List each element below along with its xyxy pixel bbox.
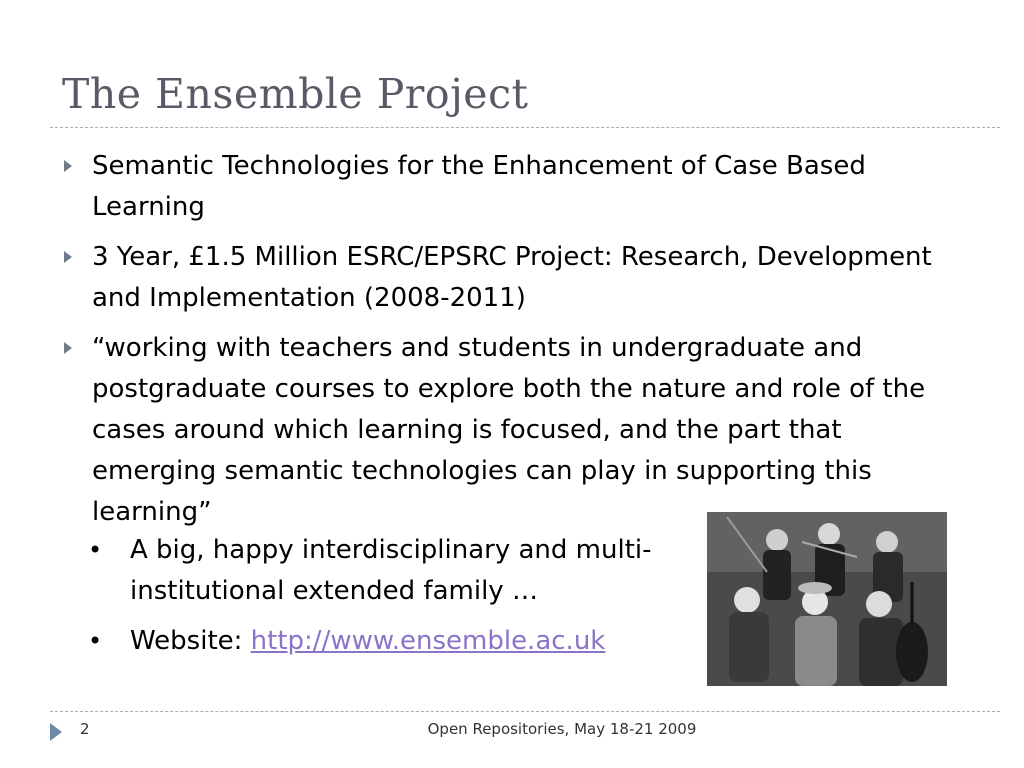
footer-caption: Open Repositories, May 18-21 2009 [427,720,697,738]
bullet-dot-icon: • [88,536,103,564]
bullet-dot-icon: • [88,627,103,655]
title-divider [50,127,1000,128]
slide-title: The Ensemble Project [62,70,529,118]
group-photo [707,512,947,686]
bullet-text: “working with teachers and students in undergraduate and postgraduate courses to explore both the nature and role of the cases around which learning is focused, and the part that emerging semantic technologies can play in supporting this learning” [92,333,926,527]
website-label: Website: [130,626,251,656]
sub-bullet-list [86,530,686,671]
website-link[interactable]: http://www.ensemble.ac.uk [250,626,606,656]
bullet-item [60,328,940,533]
bullet-text: Semantic Technologies for the Enhancement of Case Based Learning [92,151,866,222]
footer-divider [50,711,1000,712]
sub-bullet-text: A big, happy interdisciplinary and multi-institutional extended family … [130,535,652,606]
triangle-right-icon [64,160,72,172]
page-number: 2 [80,720,90,738]
bullet-list [60,146,940,542]
bullet-item [60,237,940,319]
footer-text [0,720,1024,738]
bullet-text: 3 Year, £1.5 Million ESRC/EPSRC Project: Research, Development and Implementation (2008-2011) [92,242,932,313]
triangle-right-icon [64,342,72,354]
sub-bullet-item [86,530,686,612]
triangle-right-icon [64,251,72,263]
sub-bullet-item [86,621,686,662]
bullet-item [60,146,940,228]
